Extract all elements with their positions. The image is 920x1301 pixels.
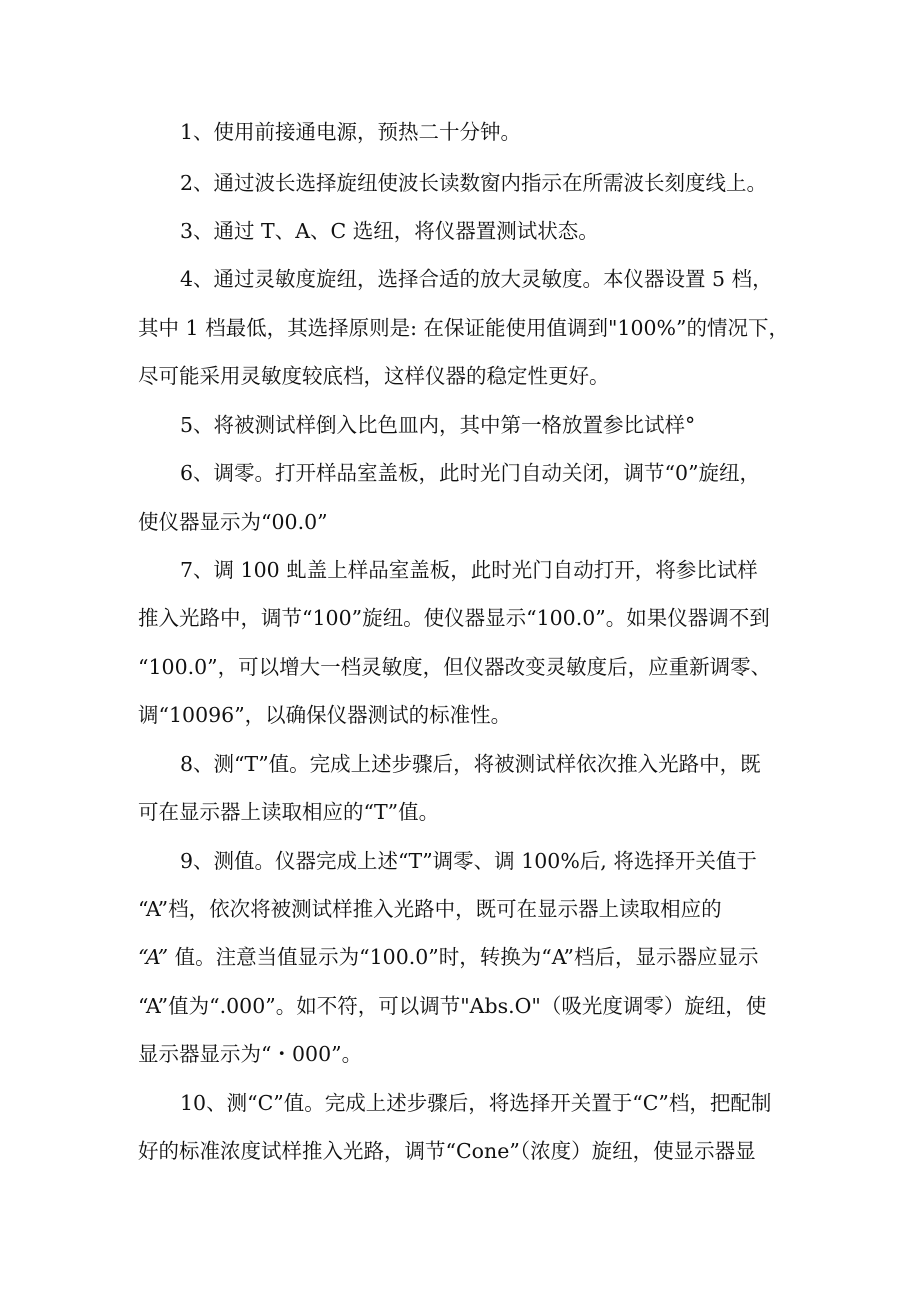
step-4-line-3: 尽可能采用灵敏度较底档，这样仪器的稳定性更好。 bbox=[138, 364, 610, 388]
step-9-line-1: 9、测值。仪器完成上述“T”调零、调 100%后, 将选择开关值于 bbox=[180, 849, 757, 873]
step-4-line-1: 4、通过灵敏度旋纽，选择合适的放大灵敏度。本仪器设置 5 档， bbox=[180, 267, 773, 291]
step-5-line: 5、将被测试样倒入比色皿内，其中第一格放置参比试样° bbox=[180, 413, 696, 437]
step-1-line: 1、使用前接通电源，预热二十分钟。 bbox=[180, 120, 522, 144]
step-4-line-2: 其中 1 档最低，其选择原则是: 在保证能使用值调到"100%”的情况下， bbox=[138, 316, 790, 340]
step-6-line-2: 使仪器显示为“00.0” bbox=[138, 510, 328, 534]
step-9-line-5: 显示器显示为“・000”。 bbox=[138, 1042, 363, 1066]
step-9-line-3 bbox=[138, 945, 759, 969]
step-8-line-1: 8、测“T”值。完成上述步骤后，将被测试样依次推入光路中，既 bbox=[180, 752, 761, 776]
step-2-line: 2、通过波长选择旋纽使波长读数窗内指示在所需波长刻度线上。 bbox=[180, 171, 768, 195]
step-8-line-2: 可在显示器上读取相应的“T”值。 bbox=[138, 800, 440, 824]
italic-a-mark: “A” bbox=[138, 945, 169, 969]
step-7-line-2: 推入光路中，调节“100”旋纽。使仪器显示“100.0”。如果仪器调不到 bbox=[138, 606, 770, 630]
step-7-line-4: 调“10096”，以确保仪器测试的标准性。 bbox=[138, 703, 512, 727]
step-6-line-1: 6、调零。打开样品室盖板，此时光门自动关闭，调节“0”旋纽， bbox=[180, 461, 761, 485]
step-7-line-1: 7、调 100 虬盖上样品室盖板，此时光门自动打开，将参比试样 bbox=[180, 558, 758, 582]
step-9-line-2: “A”档，依次将被测试样推入光路中，既可在显示器上读取相应的 bbox=[138, 897, 722, 921]
step-3-line: 3、通过 T、A、C 选纽，将仪器置测试状态。 bbox=[180, 219, 599, 243]
step-9-line-4: “A”值为“.000”。如不符，可以调节"Abs.O"（吸光度调零）旋纽，使 bbox=[138, 994, 767, 1018]
step-7-line-3: “100.0”，可以增大一档灵敏度，但仪器改变灵敏度后，应重新调零、 bbox=[138, 655, 772, 679]
step-10-line-2: 好的标准浓度试样推入光路，调节“Cone”（浓度）旋纽，使显示器显 bbox=[138, 1139, 756, 1163]
step-10-line-1: 10、测“C”值。完成上述步骤后，将选择开关置于“C”档，把配制 bbox=[180, 1091, 772, 1115]
step-9-line-3-text: 值。注意当值显示为“100.0”时，转换为“A”档后，显示器应显示 bbox=[168, 945, 759, 969]
